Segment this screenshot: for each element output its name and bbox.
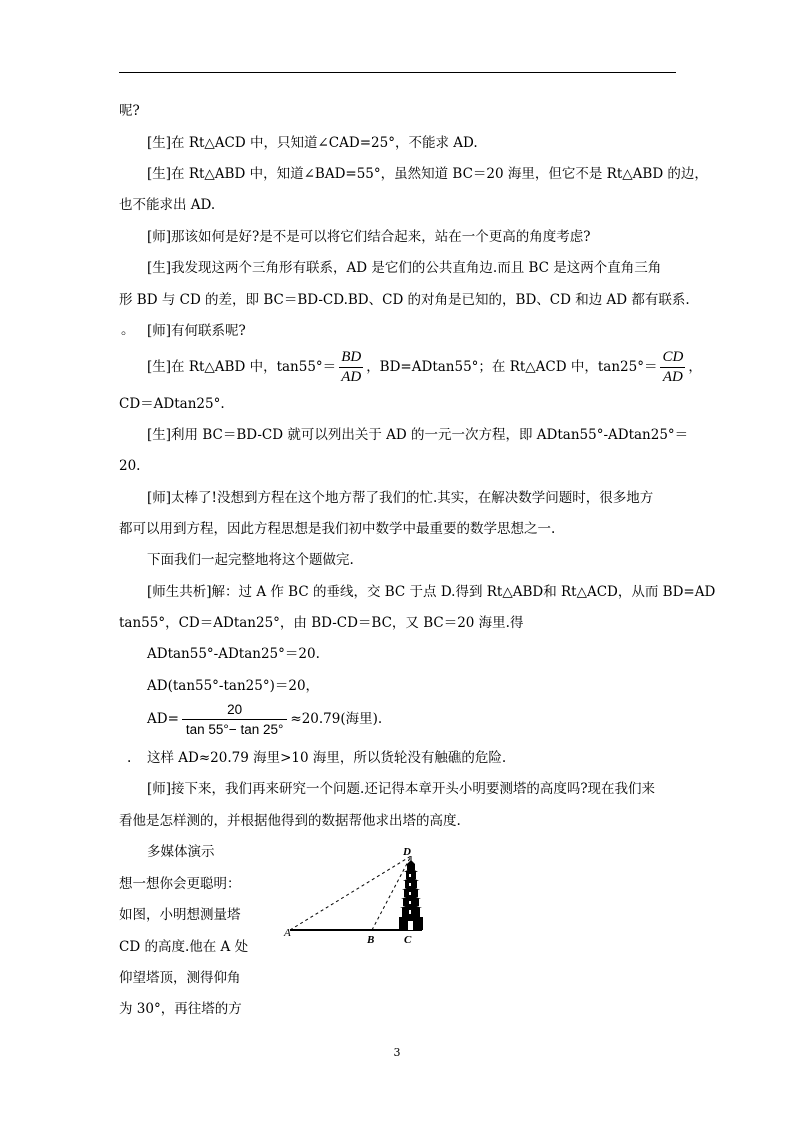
fraction-numerator: 20 <box>182 701 288 720</box>
label-b: B <box>367 934 375 946</box>
text-line: [生]在 Rt△ABD 中，知道∠BAD=55°，虽然知道 BC＝20 海里，但它不是 Rt△ABD 的边， <box>147 166 708 182</box>
label-d: D <box>403 846 411 858</box>
fraction-denominator: tan 55°− tan 25° <box>185 722 284 737</box>
sightline-a <box>290 856 411 930</box>
text-line: 20. <box>119 458 141 474</box>
text-line: [师]有何联系呢? <box>147 323 246 339</box>
text-line: 都可以用到方程，因此方程思想是我们初中数学中最重要的数学思想之一. <box>119 521 556 537</box>
margin-mark: 。 <box>121 322 135 338</box>
fraction-numerator: BD <box>339 349 363 368</box>
text-line: [生]我发现这两个三角形有联系，AD 是它们的公共直角边.而且 BC 是这两个直角三角 <box>147 260 662 276</box>
text-line: 形 BD 与 CD 的差，即 BC＝BD-CD.BD、CD 的对角是已知的，BD、CD 和边 AD 都有联系. <box>119 292 690 308</box>
side-text-line: 如图，小明想测量塔 <box>119 907 241 923</box>
side-text-line: CD 的高度.他在 A 处 <box>119 939 249 955</box>
text-segment: [生]在 Rt△ABD 中，tan55°＝ <box>147 359 337 375</box>
text-line: 这样 AD≈20.79 海里>10 海里，所以货轮没有触礁的危险. <box>147 750 507 766</box>
side-text-line: 想一想你会更聪明： <box>119 876 241 892</box>
text-segment: AD= <box>147 711 179 727</box>
text-line: [生]在 Rt△ACD 中，只知道∠CAD=25°，不能求 AD. <box>147 135 478 151</box>
page-number: 3 <box>393 1046 401 1059</box>
side-text-line: 仰望塔顶，测得仰角 <box>119 970 241 986</box>
fraction-numerator: CD <box>660 349 685 368</box>
fraction-denominator: AD <box>662 369 683 385</box>
text-line: [师]太棒了!没想到方程在这个地方帮了我们的忙.其实，在解决数学问题时，很多地方 <box>147 490 654 506</box>
text-segment: ，BD=ADtan55°；在 Rt△ACD 中，tan25°＝ <box>366 359 658 375</box>
equation-line <box>147 348 702 386</box>
text-line: 也不能求出 AD. <box>119 197 216 213</box>
label-c: C <box>404 934 412 946</box>
text-line: 下面我们一起完整地将这个题做完. <box>147 552 354 568</box>
fraction-cd-ad <box>660 349 685 386</box>
text-line: 看他是怎样测的，并根据他得到的数据帮他求出塔的高度. <box>119 813 461 829</box>
text-line: AD(tan55°-tan25°)＝20， <box>147 678 320 694</box>
margin-mark: . <box>127 750 132 766</box>
header-rule <box>119 72 676 73</box>
text-line: 呢? <box>119 103 140 119</box>
side-text-line: 为 30°，再往塔的方 <box>119 1001 242 1017</box>
text-line: [师]那该如何是好?是不是可以将它们结合起来，站在一个更高的角度考虑? <box>147 229 591 245</box>
text-line: CD＝ADtan25°. <box>119 396 225 412</box>
text-line: ADtan55°-ADtan25°＝20. <box>147 646 320 662</box>
fraction-20-over-tan <box>182 701 288 738</box>
equation-line <box>147 700 382 738</box>
text-line: [师生共析]解：过 A 作 BC 的垂线，交 BC 于点 D.得到 Rt△ABD和 Rt△ACD，从而 BD=AD <box>147 584 716 600</box>
label-a: A <box>284 927 291 939</box>
text-line: [生]利用 BC＝BD-CD 就可以列出关于 AD 的一元一次方程，即 ADtan55°-ADtan25°＝ <box>147 427 689 443</box>
text-line: 多媒体演示 <box>147 844 215 860</box>
tower-figure <box>280 844 430 946</box>
text-segment: ， <box>688 359 702 375</box>
fraction-bd-ad <box>339 349 363 386</box>
text-segment: ≈20.79(海里). <box>290 711 383 727</box>
fraction-denominator: AD <box>341 369 362 385</box>
text-line: tan55°，CD＝ADtan25°，由 BD-CD＝BC，又 BC＝20 海里.得 <box>119 615 524 631</box>
text-line: [师]接下来，我们再来研究一个问题.还记得本章开头小明要测塔的高度吗?现在我们来 <box>147 781 656 797</box>
